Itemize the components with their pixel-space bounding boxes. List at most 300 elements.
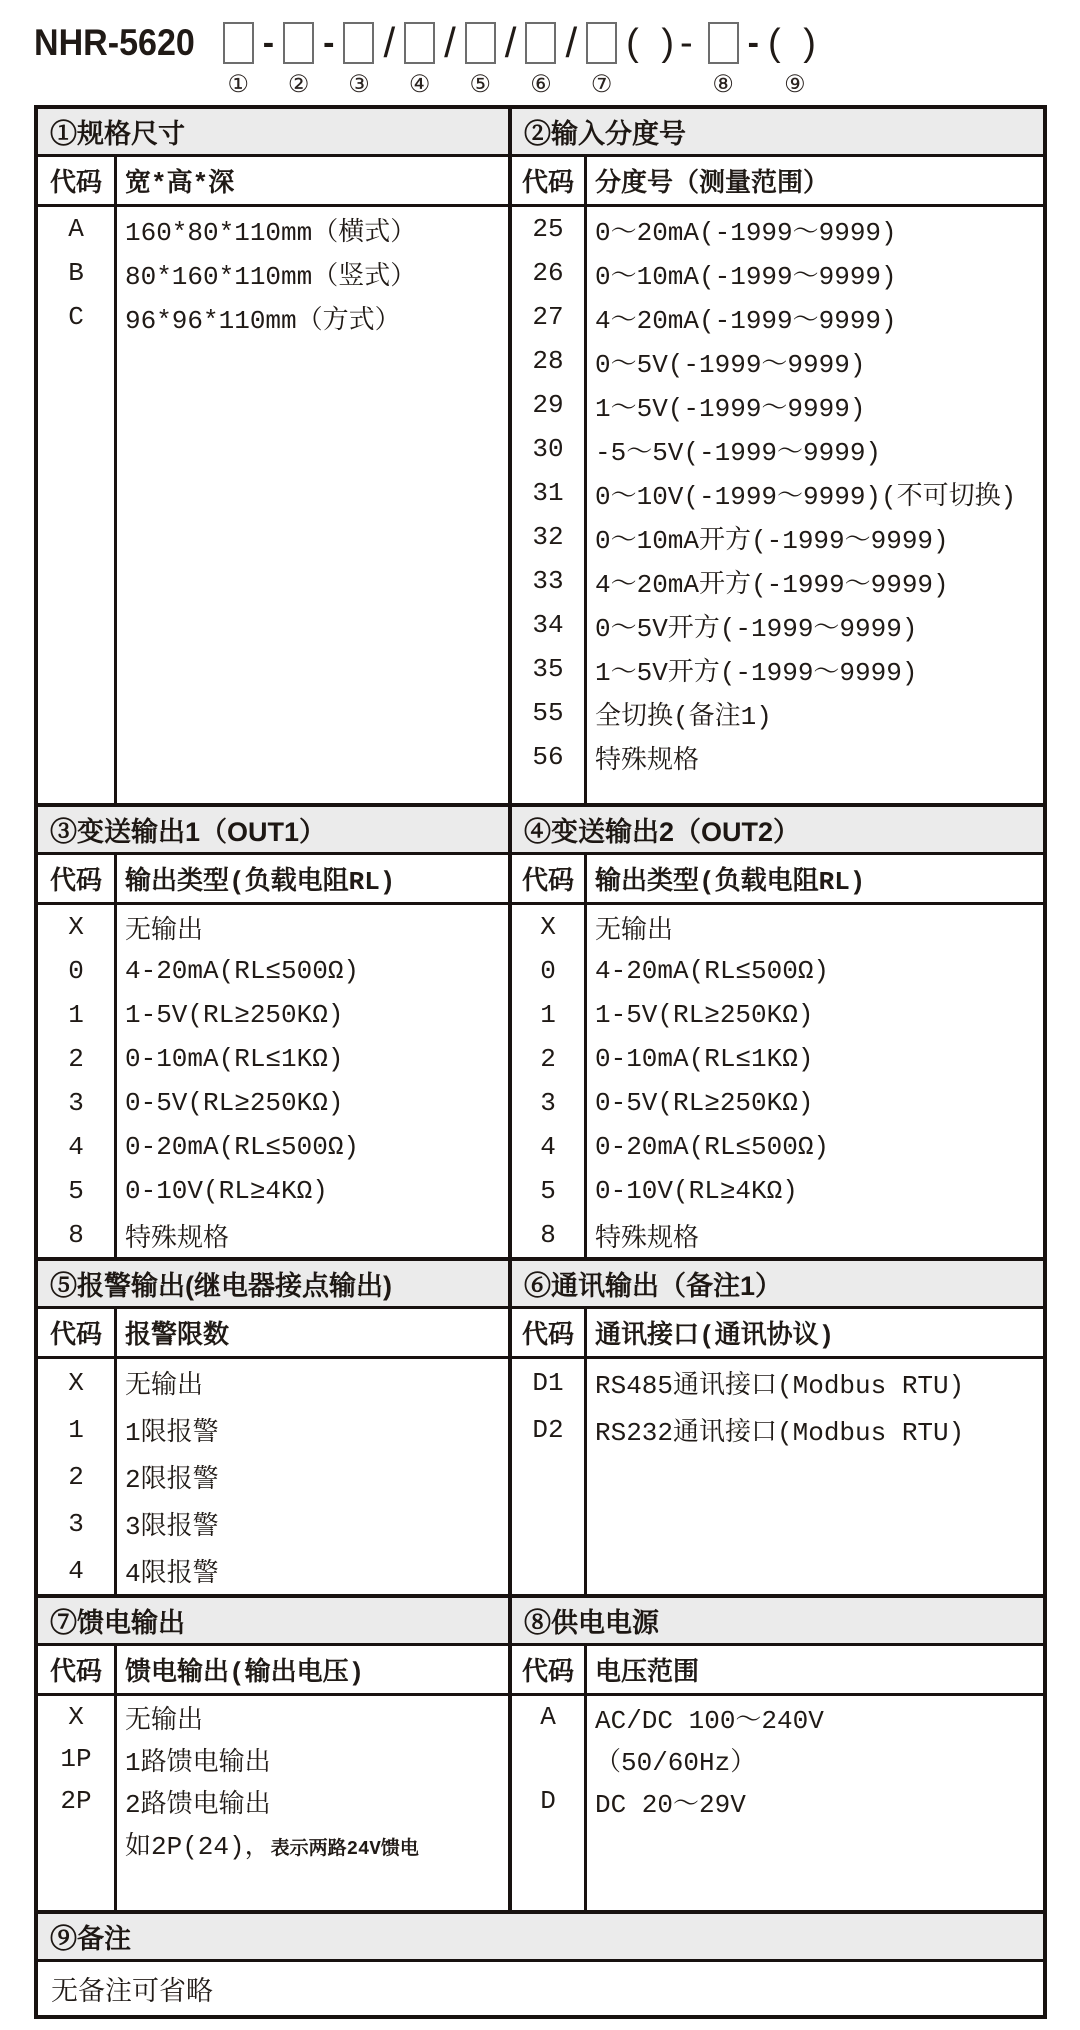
blank-box-field [223, 22, 254, 64]
row-desc-text: 3限报警 [125, 1512, 219, 1542]
section-1 [38, 109, 508, 803]
section-6 [508, 1261, 1043, 1594]
row-code: B [68, 258, 84, 288]
section-rows [38, 905, 508, 1257]
table-row [38, 1406, 508, 1453]
segment-symbol [586, 20, 617, 66]
row-code: 55 [532, 698, 564, 728]
row-desc-text: 特殊规格 [125, 1223, 230, 1254]
row-desc [114, 1505, 508, 1542]
row-desc [114, 1364, 508, 1401]
row-desc-text: 全切换(备注1) [595, 701, 772, 732]
column-header-row [38, 855, 508, 905]
section-title: ③变送输出1（OUT1） [38, 807, 508, 855]
section-7 [38, 1598, 508, 1910]
section-title: ④变送输出2（OUT2） [512, 807, 1043, 855]
separator-glyph: - [747, 24, 759, 62]
row-desc-text: 无输出 [595, 915, 674, 946]
blank-box-field [708, 22, 739, 64]
section-rows [38, 1359, 508, 1594]
column-header-desc: 电压范围 [595, 1658, 700, 1688]
model-code-segment [586, 20, 617, 99]
code-column-divider [584, 1646, 587, 1910]
model-number [34, 20, 209, 99]
row-desc [114, 1217, 508, 1254]
row-desc-text: 96*96*110mm（方式） [125, 305, 401, 336]
row-code: 8 [68, 1220, 84, 1250]
row-desc [114, 1088, 508, 1118]
row-desc-text: 1-5V(RL≥250KΩ) [125, 1000, 344, 1030]
table-row [512, 603, 1043, 647]
column-header-code: 代码 [521, 169, 574, 199]
row-code: 29 [532, 390, 564, 420]
row-code: 2 [540, 1044, 556, 1074]
section-title: ⑤报警输出(继电器接点输出) [38, 1261, 508, 1309]
row-desc-text: 特殊规格 [595, 1223, 700, 1254]
row-desc-text: 0～5V(-1999～9999) [595, 349, 866, 380]
column-header-row [38, 157, 508, 207]
row-code: 1P [60, 1744, 92, 1774]
table-row [38, 949, 508, 993]
table-row [512, 251, 1043, 295]
section-3 [38, 807, 508, 1257]
section-content [38, 855, 508, 1257]
table-row [512, 949, 1043, 993]
blank-box-field [404, 22, 435, 64]
row-desc [584, 1699, 1043, 1736]
table-row [38, 1359, 508, 1406]
segment-symbol [283, 20, 314, 66]
row-desc [584, 519, 1043, 556]
blank-box-field [525, 22, 556, 64]
separator-glyph: ( )- [626, 22, 699, 64]
row-code: X [540, 912, 556, 942]
column-header-code: 代码 [49, 1321, 102, 1351]
row-code: 0 [68, 956, 84, 986]
row-desc [114, 1044, 508, 1074]
row-desc-text: 4～20mA开方(-1999～9999) [595, 569, 949, 600]
section-content [38, 157, 508, 803]
row-code: 35 [532, 654, 564, 684]
row-desc [584, 343, 1043, 380]
model-code-segment [283, 20, 314, 99]
row-desc-text: 0-20mA(RL≤500Ω) [125, 1132, 360, 1162]
row-code: A [540, 1702, 556, 1732]
table-row [512, 1780, 1043, 1822]
model-separator [768, 20, 822, 99]
row-code: 3 [68, 1508, 84, 1539]
row-code: 34 [532, 610, 564, 640]
row-code: A [68, 214, 84, 244]
section-pair [38, 109, 1043, 807]
row-desc [114, 211, 508, 248]
table-row [512, 1213, 1043, 1257]
model-code-segment [525, 20, 556, 99]
table-row [38, 1453, 508, 1500]
blank-box-field [283, 22, 314, 64]
blank-box-field [343, 22, 374, 64]
model-code-segment [708, 20, 739, 99]
section-content [512, 1309, 1043, 1594]
row-desc [584, 607, 1043, 644]
row-code: X [68, 1367, 84, 1398]
row-desc-text: 0-20mA(RL≤500Ω) [595, 1132, 830, 1162]
column-header-desc: 分度号（测量范围） [595, 169, 830, 199]
row-desc-text: 1限报警 [125, 1418, 219, 1448]
row-desc [584, 211, 1043, 248]
circled-number: ⑦ [590, 71, 613, 98]
spec-table [34, 105, 1047, 2019]
row-desc [584, 651, 1043, 688]
circled-number: ⑧ [712, 71, 734, 98]
row-desc-text: 2限报警 [125, 1465, 219, 1495]
column-header-row [38, 1646, 508, 1696]
table-row [38, 1081, 508, 1125]
row-desc-text: 4-20mA(RL≤500Ω) [595, 956, 830, 986]
separator-glyph: / [565, 19, 578, 66]
table-row [38, 1213, 508, 1257]
separator-glyph: / [444, 19, 456, 66]
code-column-divider [114, 1646, 117, 1910]
section-title: ①规格尺寸 [38, 109, 508, 157]
table-row [512, 515, 1043, 559]
model-code-segment [404, 20, 435, 99]
row-code: 31 [532, 478, 564, 508]
table-row [38, 1547, 508, 1594]
row-desc [114, 1552, 508, 1589]
column-header-row [512, 1309, 1043, 1359]
row-desc-text: 1～5V开方(-1999～9999) [595, 657, 918, 688]
row-desc [584, 1000, 1043, 1030]
row-desc-text: 4-20mA(RL≤500Ω) [125, 956, 360, 986]
section-rows [512, 905, 1043, 1257]
row-desc [584, 1088, 1043, 1118]
section-rows [38, 207, 508, 803]
section-8 [508, 1598, 1043, 1910]
row-desc-text: -5～5V(-1999～9999) [595, 437, 882, 468]
column-header-row [512, 855, 1043, 905]
section-pair [38, 1598, 1043, 1914]
row-code: C [68, 302, 84, 332]
row-desc [114, 1411, 508, 1448]
model-code-segment [343, 20, 374, 99]
row-code: 0 [540, 956, 556, 986]
circled-number: ② [287, 71, 310, 98]
row-desc-text: 0～5V开方(-1999～9999) [595, 613, 918, 644]
model-separator [626, 20, 699, 99]
row-desc-text: 1-5V(RL≥250KΩ) [595, 1000, 814, 1030]
section-title: ⑦馈电输出 [38, 1598, 508, 1646]
row-desc [584, 1217, 1043, 1254]
row-desc [584, 1411, 1043, 1448]
row-desc-text: 1路馈电输出 [125, 1747, 271, 1778]
table-row [38, 1500, 508, 1547]
table-row [512, 1738, 1043, 1780]
row-code: 1 [68, 1000, 84, 1030]
column-header-code: 代码 [49, 1658, 102, 1688]
row-code: 2P [60, 1786, 92, 1816]
row-desc [584, 739, 1043, 776]
table-row [512, 295, 1043, 339]
table-row [512, 339, 1043, 383]
row-desc [584, 1132, 1043, 1162]
segment-symbol [223, 20, 254, 66]
row-code: 2 [68, 1461, 84, 1492]
column-header-row [38, 1309, 508, 1359]
row-desc [584, 299, 1043, 336]
row-desc-text: 无输出 [125, 915, 204, 946]
row-desc-text: 0-10V(RL≥4KΩ) [595, 1176, 798, 1206]
row-desc [114, 1783, 508, 1820]
row-desc [584, 431, 1043, 468]
table-row [512, 559, 1043, 603]
table-row [512, 471, 1043, 515]
table-row [512, 647, 1043, 691]
section-5 [38, 1261, 508, 1594]
row-desc [114, 956, 508, 986]
column-header-code: 代码 [521, 1658, 574, 1688]
row-desc-text: 160*80*110mm（横式） [125, 217, 417, 248]
row-desc-text: 特殊规格 [595, 745, 700, 776]
row-desc-text: 0～10mA开方(-1999～9999) [595, 525, 949, 556]
column-header-row [512, 1646, 1043, 1696]
row-code: 5 [68, 1176, 84, 1206]
row-code: 5 [540, 1176, 556, 1206]
row-desc-text: 无输出 [125, 1371, 204, 1401]
column-header-desc: 输出类型(负载电阻RL) [125, 867, 396, 897]
row-desc [114, 909, 508, 946]
row-desc [584, 1783, 1043, 1820]
row-code: 28 [532, 346, 564, 376]
table-row [38, 1169, 508, 1213]
row-desc-text: 80*160*110mm（竖式） [125, 261, 417, 292]
column-header-row [512, 157, 1043, 207]
row-desc-text: 0-5V(RL≥250KΩ) [595, 1088, 814, 1118]
row-desc [584, 909, 1043, 946]
row-desc-small: 表示两路24V馈电 [270, 1837, 419, 1860]
column-header-desc: 宽*高*深 [125, 169, 235, 199]
row-desc [114, 1741, 508, 1778]
row-desc-text: 0-10mA(RL≤1KΩ) [125, 1044, 344, 1074]
row-desc [584, 1741, 1043, 1778]
separator-glyph: - [262, 24, 275, 62]
segment-symbol [343, 20, 374, 66]
table-row [38, 1738, 508, 1780]
row-desc [584, 1044, 1043, 1074]
separator-glyph: / [383, 19, 396, 66]
model-separator [323, 20, 334, 99]
table-row [512, 1169, 1043, 1213]
row-code: 1 [540, 1000, 556, 1030]
table-row [38, 1696, 508, 1738]
segment-symbol [708, 20, 739, 66]
table-row [38, 207, 508, 251]
row-desc-text: 0～20mA(-1999～9999) [595, 217, 897, 248]
blank-box-field [586, 22, 617, 64]
row-desc-text: RS485通讯接口(Modbus RTU) [595, 1371, 965, 1401]
segment-symbol [465, 20, 496, 66]
row-code: 27 [532, 302, 564, 332]
table-row [512, 1081, 1043, 1125]
table-row [512, 1359, 1043, 1406]
row-code: 4 [68, 1132, 84, 1162]
row-code: D1 [532, 1367, 564, 1398]
model-separator [748, 20, 759, 99]
code-column-divider [584, 157, 587, 803]
row-code: 3 [540, 1088, 556, 1118]
table-row [512, 1406, 1043, 1453]
separator-glyph: ( ) [768, 22, 822, 64]
code-column-divider [114, 1309, 117, 1594]
circled-number: ⑤ [469, 71, 492, 98]
segment-symbol [404, 20, 435, 66]
row-desc [114, 1458, 508, 1495]
table-row [38, 295, 508, 339]
row-desc-text: RS232通讯接口(Modbus RTU) [595, 1418, 965, 1448]
row-code: 26 [532, 258, 564, 288]
circled-number: ⑨ [784, 71, 806, 98]
section-content [38, 1309, 508, 1594]
table-row [38, 993, 508, 1037]
section-2 [508, 109, 1043, 803]
row-code: X [68, 1702, 84, 1732]
model-number-text: NHR-5620 [34, 22, 195, 63]
row-desc-text: 0-5V(RL≥250KΩ) [125, 1088, 344, 1118]
row-desc [114, 255, 508, 292]
row-desc-text: 0-10V(RL≥4KΩ) [125, 1176, 328, 1206]
table-row [512, 1696, 1043, 1738]
section-content [512, 1646, 1043, 1910]
table-row [38, 1125, 508, 1169]
row-code: 56 [532, 742, 564, 772]
row-desc-text: 1～5V(-1999～9999) [595, 393, 866, 424]
row-desc [114, 1000, 508, 1030]
model-separator [383, 20, 395, 99]
separator-glyph: / [504, 19, 517, 66]
column-header-desc: 输出类型(负载电阻RL) [595, 867, 866, 897]
section-rows [512, 1359, 1043, 1594]
table-row [38, 1780, 508, 1822]
table-row [38, 1822, 508, 1864]
code-column-divider [114, 855, 117, 1257]
row-code: 2 [68, 1044, 84, 1074]
blank-box-field [465, 22, 496, 64]
model-code-diagram [0, 0, 1080, 99]
table-row [512, 905, 1043, 949]
circled-number: ④ [408, 71, 431, 98]
column-header-code: 代码 [49, 169, 102, 199]
row-desc [584, 255, 1043, 292]
model-separator [565, 20, 577, 99]
circled-number: ① [227, 71, 250, 98]
section-content [38, 1646, 508, 1910]
separator-glyph: - [323, 24, 335, 62]
section-4 [508, 807, 1043, 1257]
row-code: D2 [532, 1414, 564, 1445]
row-desc [114, 299, 508, 336]
table-row [512, 691, 1043, 735]
row-desc-text: 无输出 [125, 1705, 204, 1736]
table-row [38, 905, 508, 949]
row-desc-text: 2路馈电输出 [125, 1789, 271, 1820]
table-row [512, 735, 1043, 779]
row-desc-text: AC/DC 100～240V [595, 1705, 824, 1736]
row-desc [584, 1176, 1043, 1206]
model-separator [505, 20, 517, 99]
code-column-divider [114, 157, 117, 803]
section-title: ②输入分度号 [512, 109, 1043, 157]
row-code: 32 [532, 522, 564, 552]
model-code-segment [465, 20, 496, 99]
section-rows [512, 207, 1043, 803]
row-desc [584, 1364, 1043, 1401]
row-code: 3 [68, 1088, 84, 1118]
note-row: 无备注可省略 [51, 1978, 213, 2009]
row-desc-text: 0～10mA(-1999～9999) [595, 261, 897, 292]
table-row [512, 1037, 1043, 1081]
row-code: 30 [532, 434, 564, 464]
code-column-divider [584, 855, 587, 1257]
row-desc [584, 387, 1043, 424]
row-code: 4 [68, 1555, 84, 1586]
row-desc [114, 1825, 508, 1862]
row-code: X [68, 912, 84, 942]
row-code: 25 [532, 214, 564, 244]
row-desc-text: 4限报警 [125, 1559, 219, 1589]
section-pair [38, 1261, 1043, 1598]
row-desc-text: 如2P(24)， [125, 1831, 271, 1862]
model-code-segment [223, 20, 254, 99]
segment-symbol [525, 20, 556, 66]
column-header-desc: 报警限数 [125, 1321, 230, 1351]
row-desc-text: DC 20～29V [595, 1789, 746, 1820]
row-code: 4 [540, 1132, 556, 1162]
table-row [512, 427, 1043, 471]
row-desc [114, 1699, 508, 1736]
table-row [38, 251, 508, 295]
table-row [38, 1037, 508, 1081]
row-desc [584, 563, 1043, 600]
column-header-desc: 通讯接口(通讯协议) [595, 1321, 835, 1351]
section-pair [38, 807, 1043, 1261]
model-separator [263, 20, 274, 99]
row-desc-text: 0～10V(-1999～9999)(不可切换) [595, 481, 1017, 512]
circled-number: ⑥ [530, 71, 552, 98]
table-row [512, 993, 1043, 1037]
row-desc-text: （50/60Hz） [595, 1747, 757, 1778]
section-title: ⑨备注 [38, 1914, 1043, 1962]
column-header-code: 代码 [521, 867, 574, 897]
row-code: 8 [540, 1220, 556, 1250]
model-separator [444, 20, 456, 99]
row-code: 33 [532, 566, 564, 596]
code-column-divider [584, 1309, 587, 1594]
table-row [512, 383, 1043, 427]
table-row [512, 207, 1043, 251]
column-header-desc: 馈电输出(输出电压) [125, 1658, 365, 1688]
row-desc [584, 695, 1043, 732]
row-desc [584, 475, 1043, 512]
column-header-code: 代码 [49, 867, 102, 897]
section-content [512, 157, 1043, 803]
circled-number: ③ [348, 71, 370, 98]
section-rows [512, 1696, 1043, 1910]
row-desc [584, 956, 1043, 986]
row-desc-text: 0-10mA(RL≤1KΩ) [595, 1044, 814, 1074]
row-desc [114, 1132, 508, 1162]
table-row [512, 1125, 1043, 1169]
row-desc [114, 1176, 508, 1206]
